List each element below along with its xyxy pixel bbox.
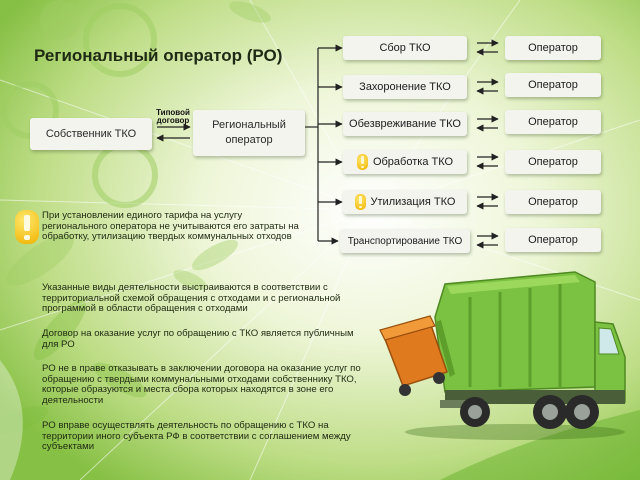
exclamation-icon [15, 210, 39, 244]
activity-box-burial [343, 75, 467, 99]
operator-label: Оператор [528, 234, 578, 246]
activity-label: Транспортирование ТКО [347, 235, 463, 247]
garbage-truck-illustration [375, 262, 630, 442]
operator-label: Оператор [528, 42, 578, 54]
operator-box [505, 73, 601, 97]
activity-label: Обезвреживание ТКО [349, 118, 461, 130]
note-no-refusal: РО не в праве отказывать в заключении договора на оказание услуг по обращению с твердыми коммунальными отходами собственнику ТКО, которые образуются и места сбора которых находятся в зоне его деятельности [42, 363, 361, 406]
operator-label: Оператор [528, 79, 578, 91]
exclamation-icon [355, 194, 366, 210]
operator-box [505, 110, 601, 134]
page-title: Региональный оператор (РО) [34, 46, 283, 65]
operator-box [505, 150, 601, 174]
note-public-contract: Договор на оказание услуг по обращению с ТКО является публичным для РО [42, 328, 354, 350]
activity-label: Сбор ТКО [379, 42, 431, 54]
activity-box-utilization [343, 190, 467, 214]
owner-box [30, 118, 152, 150]
owner-label: Собственник ТКО [45, 128, 137, 140]
activity-label: Захоронение ТКО [359, 81, 451, 93]
regional-operator-box [193, 110, 305, 156]
note-activities-scheme: Указанные виды деятельности выстраиваются в соответствии с территориальной схемой обращения с отходами и с региональной программой в области обращения с отходами [42, 282, 341, 315]
activity-box-collection [343, 36, 467, 60]
note-other-region: РО вправе осуществлять деятельность по обращению с ТКО на территории иного субъекта РФ в соответствии с соглашением между субъектами [42, 420, 351, 453]
activity-box-transportation [340, 229, 470, 253]
activity-label: Утилизация ТКО [370, 196, 456, 208]
contract-label: Типовой договор [156, 108, 190, 125]
operator-box [505, 228, 601, 252]
exclamation-icon [357, 154, 368, 170]
tariff-note: При установлении единого тарифа на услугу регионального оператора не учитываются его затраты на обработку, утилизацию твердых коммунальных отходов [42, 210, 299, 243]
bidirectional-arrows-icon [477, 43, 498, 245]
operator-label: Оператор [528, 196, 578, 208]
operator-box [505, 190, 601, 214]
operator-label: Оператор [528, 116, 578, 128]
operator-box [505, 36, 601, 60]
operator-label: Оператор [528, 156, 578, 168]
activity-box-neutralization [343, 112, 467, 136]
regional-operator-label: Региональный оператор [212, 119, 286, 146]
activity-label: Обработка ТКО [372, 156, 454, 168]
activity-box-processing [343, 150, 467, 174]
